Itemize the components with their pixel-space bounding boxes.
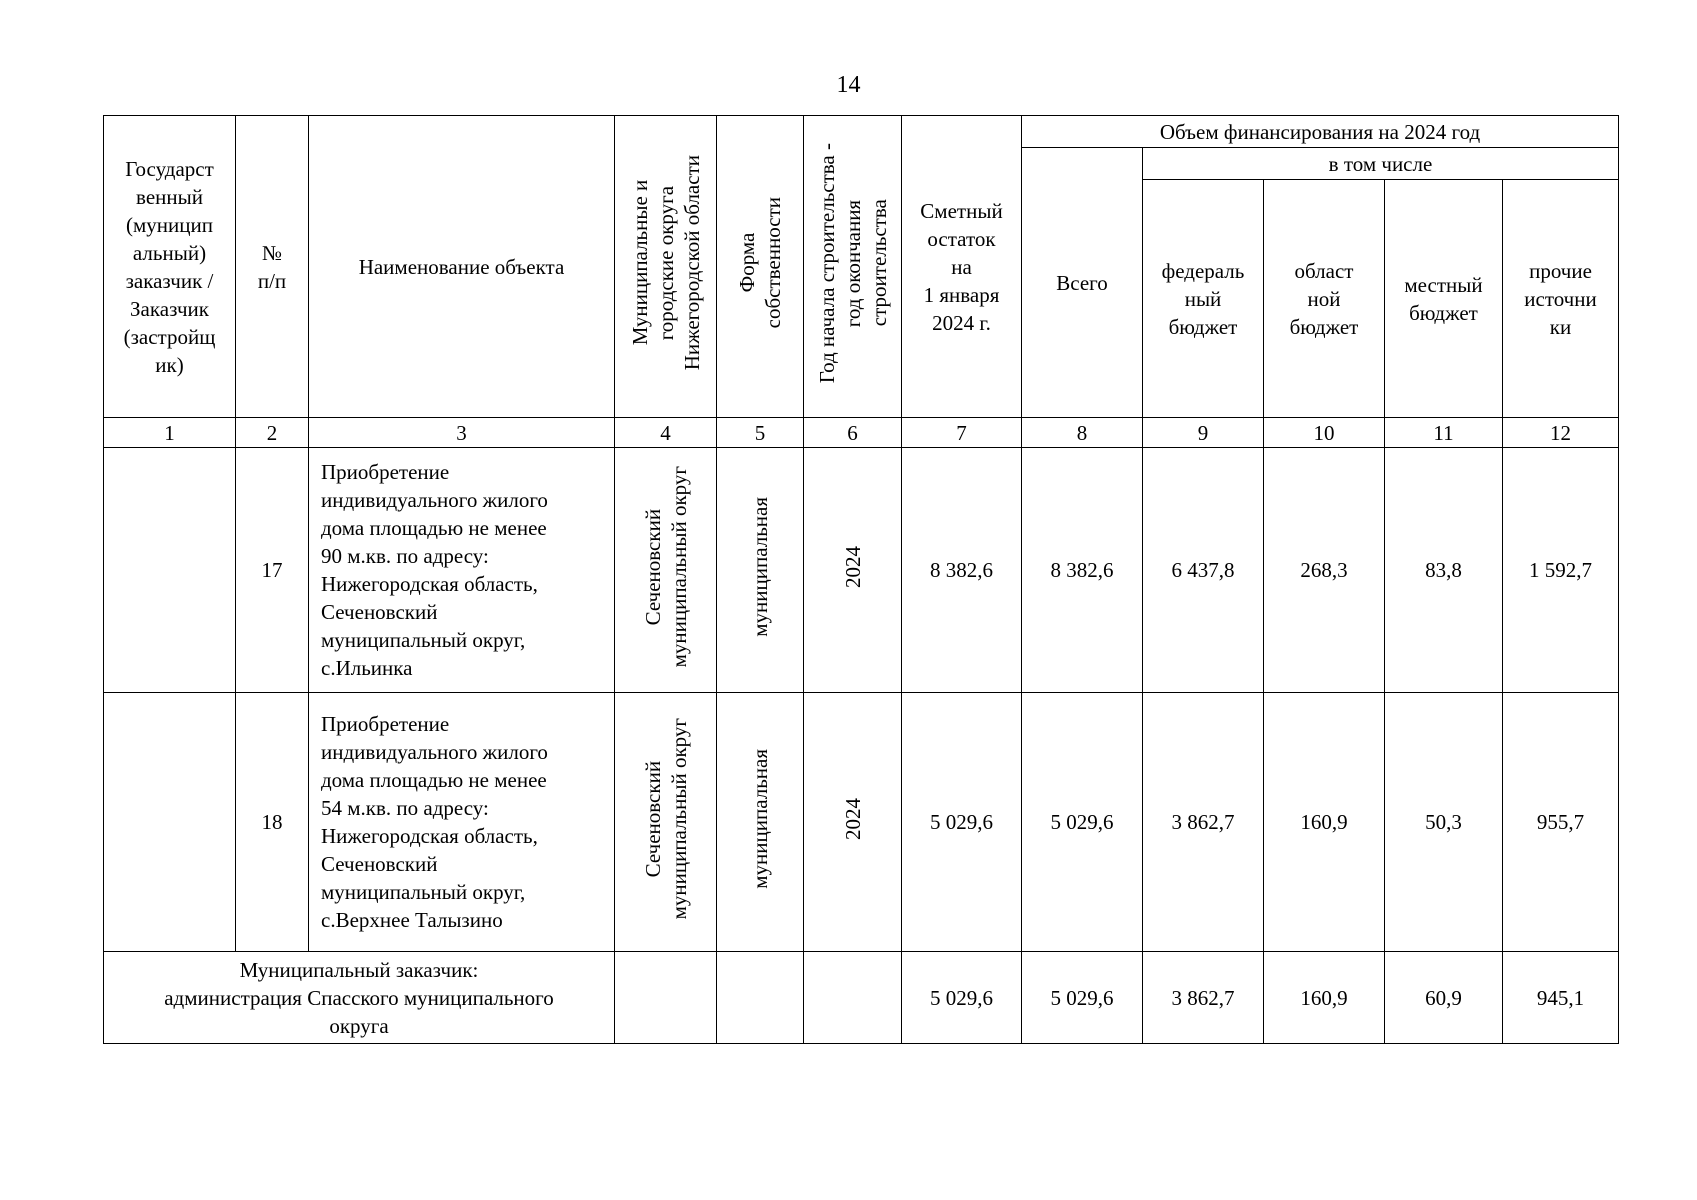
header-customer: Государст венный (муницип альный) заказчик / Заказчик (застройщ ик) xyxy=(104,116,236,418)
row-years: 2024 xyxy=(804,448,902,693)
row-balance: 5 029,6 xyxy=(902,693,1022,952)
header-total: Всего xyxy=(1022,148,1143,418)
row-ownership: муниципальная xyxy=(717,448,804,693)
row-regional: 268,3 xyxy=(1264,448,1385,693)
column-number: 4 xyxy=(615,418,717,448)
row-total: 5 029,6 xyxy=(1022,693,1143,952)
row-number: 17 xyxy=(236,448,309,693)
summary-regional: 160,9 xyxy=(1264,952,1385,1044)
row-other: 1 592,7 xyxy=(1503,448,1619,693)
summary-federal: 3 862,7 xyxy=(1143,952,1264,1044)
header-years: Год начала строительства - год окончания строительства xyxy=(804,116,902,418)
summary-empty-district xyxy=(615,952,717,1044)
column-number: 5 xyxy=(717,418,804,448)
column-number: 10 xyxy=(1264,418,1385,448)
header-district: Муниципальные и городские округа Нижегородской области xyxy=(615,116,717,418)
page-number: 14 xyxy=(836,72,861,98)
column-number: 3 xyxy=(309,418,615,448)
column-number: 8 xyxy=(1022,418,1143,448)
summary-empty-years xyxy=(804,952,902,1044)
row-district: Сеченовский муниципальный округ xyxy=(615,693,717,952)
header-regional: област ной бюджет xyxy=(1264,180,1385,418)
table-row xyxy=(104,693,1619,952)
column-number: 9 xyxy=(1143,418,1264,448)
row-local: 83,8 xyxy=(1385,448,1503,693)
row-number: 18 xyxy=(236,693,309,952)
row-federal: 3 862,7 xyxy=(1143,693,1264,952)
row-customer xyxy=(104,448,236,693)
row-object-name: Приобретение индивидуального жилого дома площадью не менее 90 м.кв. по адресу: Нижегородская область, Сеченовский муниципальный округ, с.Ильинка xyxy=(309,448,615,693)
summary-empty-ownership xyxy=(717,952,804,1044)
row-ownership: муниципальная xyxy=(717,693,804,952)
header-financing-group: Объем финансирования на 2024 год xyxy=(1022,116,1619,148)
row-customer xyxy=(104,693,236,952)
summary-balance: 5 029,6 xyxy=(902,952,1022,1044)
table-row xyxy=(104,448,1619,693)
header-local: местный бюджет xyxy=(1385,180,1503,418)
row-regional: 160,9 xyxy=(1264,693,1385,952)
row-total: 8 382,6 xyxy=(1022,448,1143,693)
header-estimated-balance: Сметный остаток на 1 января 2024 г. xyxy=(902,116,1022,418)
row-object-name: Приобретение индивидуального жилого дома площадью не менее 54 м.кв. по адресу: Нижегородская область, Сеченовский муниципальный округ, с.Верхнее Талызино xyxy=(309,693,615,952)
row-other: 955,7 xyxy=(1503,693,1619,952)
financing-table xyxy=(103,115,1619,1044)
header-number: № п/п xyxy=(236,116,309,418)
column-number: 11 xyxy=(1385,418,1503,448)
column-number: 2 xyxy=(236,418,309,448)
header-ownership: Форма собственности xyxy=(717,116,804,418)
column-number: 1 xyxy=(104,418,236,448)
column-number-row xyxy=(104,418,1619,448)
summary-total: 5 029,6 xyxy=(1022,952,1143,1044)
row-local: 50,3 xyxy=(1385,693,1503,952)
header-other: прочие источни ки xyxy=(1503,180,1619,418)
header-federal: федераль ный бюджет xyxy=(1143,180,1264,418)
row-federal: 6 437,8 xyxy=(1143,448,1264,693)
summary-label: Муниципальный заказчик: администрация Спасского муниципального округа xyxy=(104,952,615,1044)
header-object-name: Наименование объекта xyxy=(309,116,615,418)
column-number: 7 xyxy=(902,418,1022,448)
row-district: Сеченовский муниципальный округ xyxy=(615,448,717,693)
summary-other: 945,1 xyxy=(1503,952,1619,1044)
header-including: в том числе xyxy=(1143,148,1619,180)
row-balance: 8 382,6 xyxy=(902,448,1022,693)
summary-local: 60,9 xyxy=(1385,952,1503,1044)
row-years: 2024 xyxy=(804,693,902,952)
column-number: 12 xyxy=(1503,418,1619,448)
summary-row xyxy=(104,952,1619,1044)
column-number: 6 xyxy=(804,418,902,448)
